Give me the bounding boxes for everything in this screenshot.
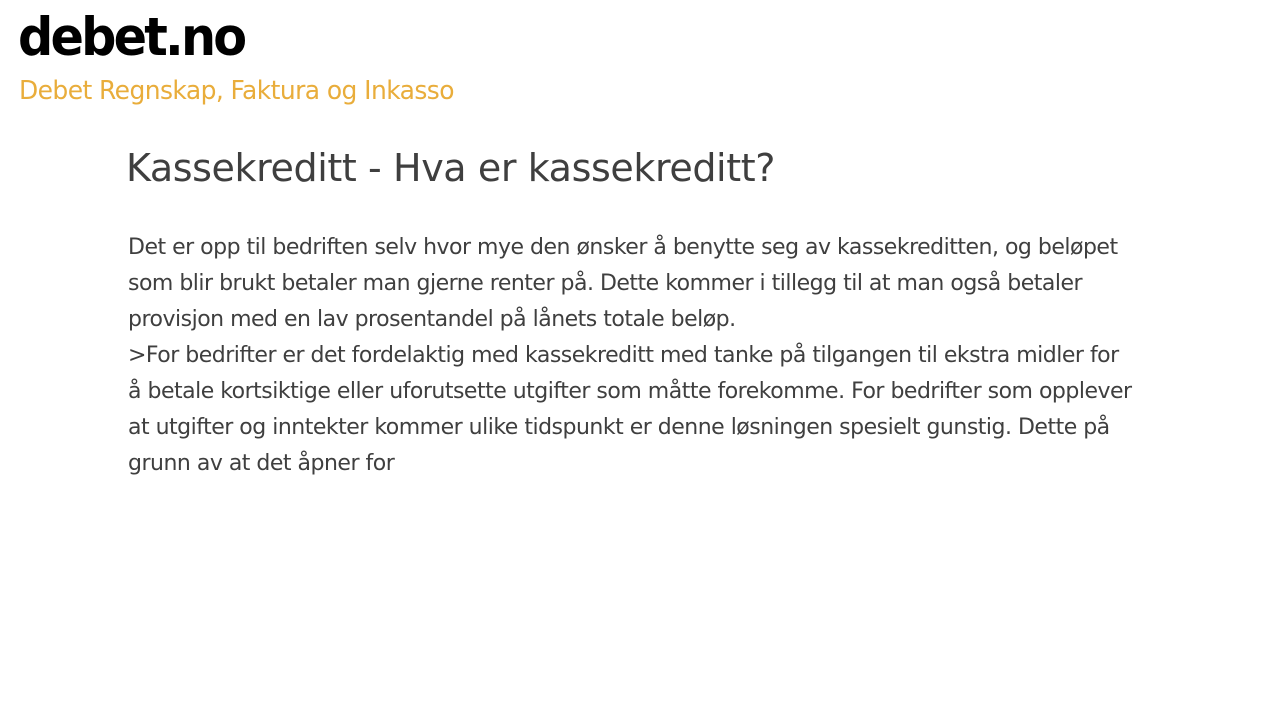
article-paragraph: Det er opp til bedriften selv hvor mye den ønsker å benytte seg av kassekreditten, og beløpet som blir brukt betaler man gjerne renter på. Dette kommer i tillegg til at man også betaler provisjon med en lav prosentandel på lånets totale beløp. — [128, 235, 1118, 332]
article — [126, 140, 1136, 482]
site-header — [18, 6, 618, 106]
article-paragraph: >For bedrifter er det fordelaktig med kassekreditt med tanke på tilgangen til ekstra midler for å betale kortsiktige eller uforutsette utgifter som måtte forekomme. For bedrifter som opplever at utgifter og inntekter kommer ulike tidspunkt er denne løsningen spesielt gunstig. Dette på grunn av at det åpner for — [128, 343, 1132, 476]
site-logo[interactable]: debet.no — [18, 7, 245, 68]
site-tagline: Debet Regnskap, Faktura og Inkasso — [19, 76, 454, 106]
article-body — [128, 230, 1136, 482]
article-title: Kassekreditt - Hva er kassekreditt? — [126, 146, 775, 190]
